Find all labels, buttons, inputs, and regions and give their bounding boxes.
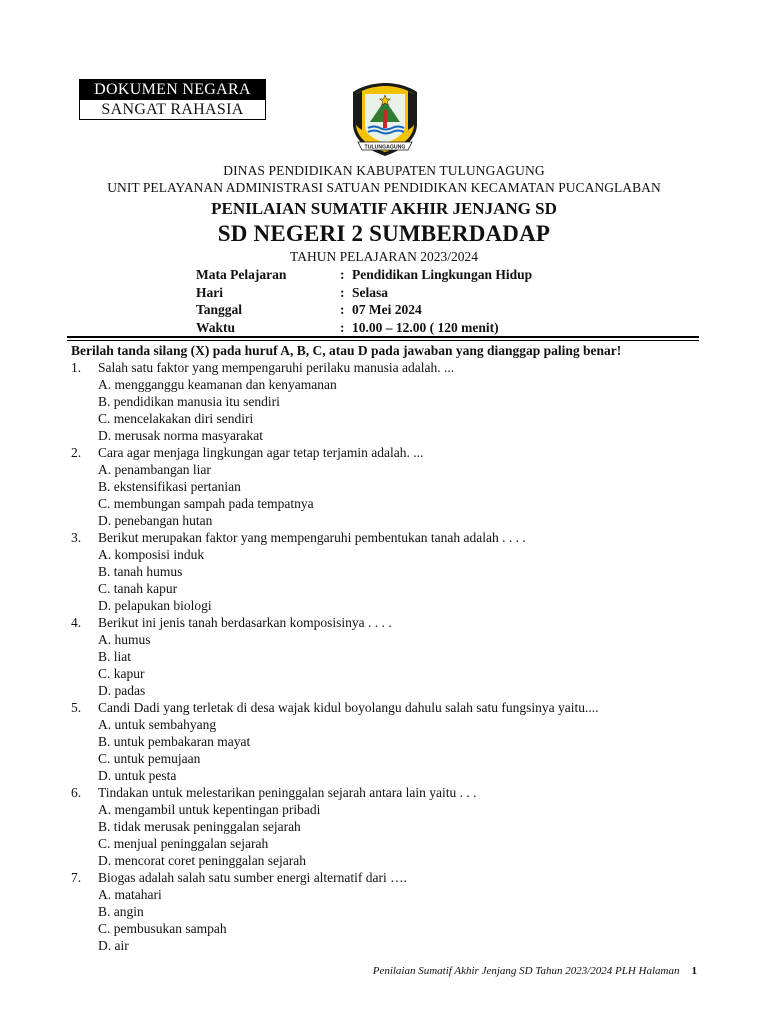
info-value: 07 Mei 2024 <box>352 302 422 317</box>
answer-option[interactable]: D. penebangan hutan <box>98 513 213 528</box>
answer-option[interactable]: A. mengambil untuk kepentingan pribadi <box>98 802 321 817</box>
info-label: Waktu <box>196 319 236 335</box>
answer-option[interactable]: A. untuk sembahyang <box>98 717 217 732</box>
question-number: 2. <box>71 445 82 460</box>
info-colon: : <box>340 302 345 317</box>
answer-option[interactable]: B. angin <box>98 904 144 919</box>
answer-option[interactable]: B. pendidikan manusia itu sendiri <box>98 394 280 409</box>
info-label: Tanggal <box>196 302 243 317</box>
question-item <box>71 529 711 614</box>
question-row <box>71 614 711 631</box>
answer-option[interactable]: C. mencelakakan diri sendiri <box>98 411 254 426</box>
question-number: 3. <box>71 530 82 545</box>
emblem-ribbon-text: TULUNGAGUNG <box>364 144 406 151</box>
info-value: Pendidikan Lingkungan Hidup <box>352 267 533 282</box>
instructions-text: Berilah tanda silang (X) pada huruf A, B, C, atau D pada jawaban yang dianggap paling benar! <box>71 343 622 358</box>
footer-page-number: 1 <box>691 965 697 977</box>
question-text: Berikut ini jenis tanah berdasarkan komposisinya . . . . <box>98 615 392 630</box>
answer-option[interactable]: D. padas <box>98 683 146 698</box>
answer-option[interactable]: A. mengganggu keamanan dan kenyamanan <box>98 377 337 392</box>
answer-option[interactable]: D. untuk pesta <box>98 768 177 783</box>
header-unit: UNIT PELAYANAN ADMINISTRASI SATUAN PENDIDIKAN KECAMATAN PUCANGLABAN <box>107 180 661 195</box>
question-item <box>71 359 711 444</box>
question-list <box>71 359 711 954</box>
answer-option[interactable]: D. mencorat coret peninggalan sejarah <box>98 853 307 868</box>
answer-option[interactable]: C. untuk pemujaan <box>98 751 201 766</box>
info-value: 10.00 – 12.00 ( 120 menit) <box>352 319 499 335</box>
question-text: Cara agar menjaga lingkungan agar tetap terjamin adalah. ... <box>98 445 424 460</box>
question-number: 6. <box>71 785 82 800</box>
answer-option[interactable]: C. menjual peninggalan sejarah <box>98 836 269 851</box>
question-text: Candi Dadi yang terletak di desa wajak kidul boyolangu dahulu salah satu fungsinya yaitu.... <box>98 700 599 715</box>
answer-option[interactable]: D. air <box>98 938 129 953</box>
question-number: 1. <box>71 360 82 375</box>
question-row <box>71 529 711 546</box>
answer-option[interactable]: A. penambangan liar <box>98 462 211 477</box>
question-item <box>71 444 711 529</box>
answer-option[interactable]: C. kapur <box>98 666 145 681</box>
info-colon: : <box>340 284 345 300</box>
classification-box <box>79 79 266 120</box>
answer-option[interactable]: C. membungan sampah pada tempatnya <box>98 496 314 511</box>
header-exam-title: PENILAIAN SUMATIF AKHIR JENJANG SD <box>211 199 557 218</box>
info-label: Hari <box>196 284 223 300</box>
question-item <box>71 869 711 954</box>
question-row <box>71 869 711 886</box>
info-colon: : <box>340 319 345 335</box>
question-row <box>71 444 711 461</box>
answer-option[interactable]: B. tanah humus <box>98 564 183 579</box>
header-school-name: SD NEGERI 2 SUMBERDADAP <box>217 221 551 246</box>
question-text: Biogas adalah salah satu sumber energi alternatif dari …. <box>98 870 408 885</box>
question-number: 5. <box>71 700 82 715</box>
answer-option[interactable]: B. liat <box>98 649 131 664</box>
header-divider-thick <box>67 336 699 338</box>
page-footer <box>373 965 697 977</box>
footer-text: Penilaian Sumatif Akhir Jenjang SD Tahun 2023/2024 PLH Halaman <box>372 965 680 977</box>
info-value: Selasa <box>352 284 389 300</box>
info-label: Mata Pelajaran <box>196 267 287 282</box>
question-row <box>71 784 711 801</box>
answer-option[interactable]: B. ekstensifikasi pertanian <box>98 479 241 494</box>
question-number: 7. <box>71 870 82 885</box>
question-text: Tindakan untuk melestarikan peninggalan sejarah antara lain yaitu . . . <box>98 785 477 800</box>
answer-option[interactable]: B. untuk pembakaran mayat <box>98 734 251 749</box>
answer-option[interactable]: C. tanah kapur <box>98 581 178 596</box>
header-agency: DINAS PENDIDIKAN KABUPATEN TULUNGAGUNG <box>223 163 545 178</box>
answer-option[interactable]: B. tidak merusak peninggalan sejarah <box>98 819 301 834</box>
answer-option[interactable]: C. pembusukan sampah <box>98 921 227 936</box>
header-school-year: TAHUN PELAJARAN 2023/2024 <box>290 249 478 264</box>
question-number: 4. <box>71 615 82 630</box>
answer-option[interactable]: D. pelapukan biologi <box>98 598 212 613</box>
question-text: Salah satu faktor yang mempengaruhi perilaku manusia adalah. ... <box>98 360 455 375</box>
info-colon: : <box>340 267 345 282</box>
header-divider-thin <box>67 340 699 341</box>
question-text: Berikut merupakan faktor yang mempengaruhi pembentukan tanah adalah . . . . <box>98 530 526 545</box>
tulungagung-emblem-icon <box>348 80 422 158</box>
answer-option[interactable]: A. humus <box>98 632 151 647</box>
classification-line1: DOKUMEN NEGARA <box>79 79 266 100</box>
question-row <box>71 699 711 716</box>
question-item <box>71 614 711 699</box>
answer-option[interactable]: A. komposisi induk <box>98 547 205 562</box>
question-row <box>71 359 711 376</box>
question-item <box>71 699 711 784</box>
answer-option[interactable]: A. matahari <box>98 887 162 902</box>
question-item <box>71 784 711 869</box>
classification-line2: SANGAT RAHASIA <box>79 100 266 120</box>
answer-option[interactable]: D. merusak norma masyarakat <box>98 428 263 443</box>
